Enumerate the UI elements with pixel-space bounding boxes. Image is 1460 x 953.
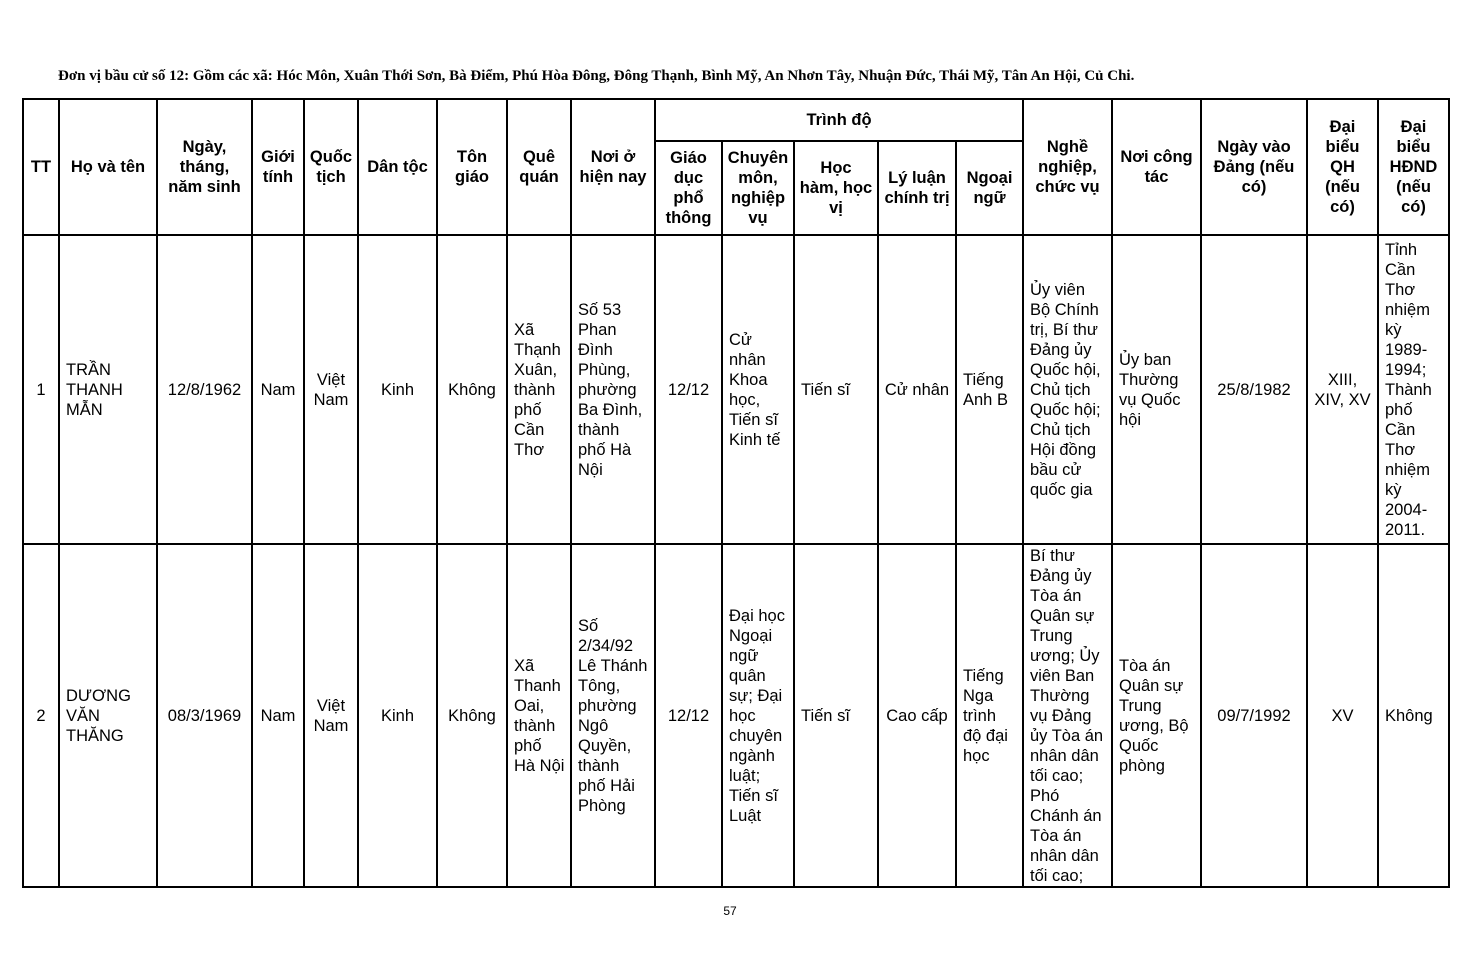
header-hometown: Quê quán — [507, 99, 571, 235]
table-row — [23, 235, 1449, 544]
cell-workplace: Ủy ban Thường vụ Quốc hội — [1112, 235, 1201, 544]
cell-nationality: Việt Nam — [304, 544, 358, 887]
cell-degree: Tiến sĩ — [794, 544, 878, 887]
cell-na-delegate: XV — [1307, 544, 1378, 887]
cell-religion: Không — [437, 544, 507, 887]
header-language: Ngoại ngữ — [956, 141, 1023, 235]
cell-political: Cao cấp — [878, 544, 956, 887]
header-pc-delegate: Đại biểu HĐND (nếu có) — [1378, 99, 1449, 235]
page-number: 57 — [723, 904, 737, 918]
cell-occupation: Ủy viên Bộ Chính trị, Bí thư Đảng ủy Quốc hội, Chủ tịch Quốc hội; Chủ tịch Hội đồng bầu cử quốc gia — [1023, 235, 1112, 544]
cell-general-edu: 12/12 — [655, 235, 722, 544]
header-religion: Tôn giáo — [437, 99, 507, 235]
cell-language: Tiếng Anh B — [956, 235, 1023, 544]
header-workplace: Nơi công tác — [1112, 99, 1201, 235]
header-nationality: Quốc tịch — [304, 99, 358, 235]
cell-political: Cử nhân — [878, 235, 956, 544]
header-education-group: Trình độ — [655, 99, 1023, 141]
cell-name: TRẦN THANH MẪN — [59, 235, 157, 544]
cell-party-date: 25/8/1982 — [1201, 235, 1307, 544]
header-professional: Chuyên môn, nghiệp vụ — [722, 141, 794, 235]
cell-general-edu: 12/12 — [655, 544, 722, 887]
cell-ethnicity: Kinh — [358, 235, 437, 544]
cell-gender: Nam — [252, 544, 304, 887]
cell-degree: Tiến sĩ — [794, 235, 878, 544]
cell-workplace: Tòa án Quân sự Trung ương, Bộ Quốc phòng — [1112, 544, 1201, 887]
cell-party-date: 09/7/1992 — [1201, 544, 1307, 887]
header-occupation: Nghề nghiệp, chức vụ — [1023, 99, 1112, 235]
cell-hometown: Xã Thạnh Xuân, thành phố Cần Thơ — [507, 235, 571, 544]
cell-hometown: Xã Thanh Oai, thành phố Hà Nội — [507, 544, 571, 887]
header-row-top — [23, 99, 1449, 141]
table-row — [23, 544, 1449, 887]
header-residence: Nơi ở hiện nay — [571, 99, 655, 235]
cell-professional: Cử nhân Khoa học, Tiến sĩ Kinh tế — [722, 235, 794, 544]
cell-nationality: Việt Nam — [304, 235, 358, 544]
constituency-heading: Đơn vị bầu cử số 12: Gồm các xã: Hóc Môn, Xuân Thới Sơn, Bà Điểm, Phú Hòa Đông, Đông Thạnh, Bình Mỹ, An Nhơn Tây, Nhuận Đức, Thái Mỹ, Tân An Hội, Củ Chi. — [58, 68, 1135, 84]
header-dob: Ngày, tháng, năm sinh — [157, 99, 252, 235]
header-ethnicity: Dân tộc — [358, 99, 437, 235]
cell-language: Tiếng Nga trình độ đại học — [956, 544, 1023, 887]
header-na-delegate: Đại biểu QH (nếu có) — [1307, 99, 1378, 235]
candidate-table — [22, 98, 1450, 888]
cell-gender: Nam — [252, 235, 304, 544]
cell-name: DƯƠNG VĂN THĂNG — [59, 544, 157, 887]
cell-residence: Số 2/34/92 Lê Thánh Tông, phường Ngô Quyền, thành phố Hải Phòng — [571, 544, 655, 887]
header-political: Lý luận chính trị — [878, 141, 956, 235]
cell-dob: 12/8/1962 — [157, 235, 252, 544]
cell-religion: Không — [437, 235, 507, 544]
cell-tt: 2 — [23, 544, 59, 887]
cell-occupation: Bí thư Đảng ủy Tòa án Quân sự Trung ương; Ủy viên Ban Thường vụ Đảng ủy Tòa án nhân dân tối cao; Phó Chánh án Tòa án nhân dân tối cao; — [1023, 544, 1112, 887]
cell-ethnicity: Kinh — [358, 544, 437, 887]
cell-dob: 08/3/1969 — [157, 544, 252, 887]
header-tt: TT — [23, 99, 59, 235]
header-general-edu: Giáo dục phổ thông — [655, 141, 722, 235]
header-name: Họ và tên — [59, 99, 157, 235]
cell-na-delegate: XIII, XIV, XV — [1307, 235, 1378, 544]
cell-pc-delegate: Không — [1378, 544, 1449, 887]
cell-professional: Đại học Ngoại ngữ quân sự; Đại học chuyên ngành luật; Tiến sĩ Luật — [722, 544, 794, 887]
header-party-date: Ngày vào Đảng (nếu có) — [1201, 99, 1307, 235]
cell-residence: Số 53 Phan Đình Phùng, phường Ba Đình, thành phố Hà Nội — [571, 235, 655, 544]
header-degree: Học hàm, học vị — [794, 141, 878, 235]
header-gender: Giới tính — [252, 99, 304, 235]
cell-tt: 1 — [23, 235, 59, 544]
cell-pc-delegate: Tỉnh Cần Thơ nhiệm kỳ 1989-1994; Thành phố Cần Thơ nhiệm kỳ 2004-2011. — [1378, 235, 1449, 544]
